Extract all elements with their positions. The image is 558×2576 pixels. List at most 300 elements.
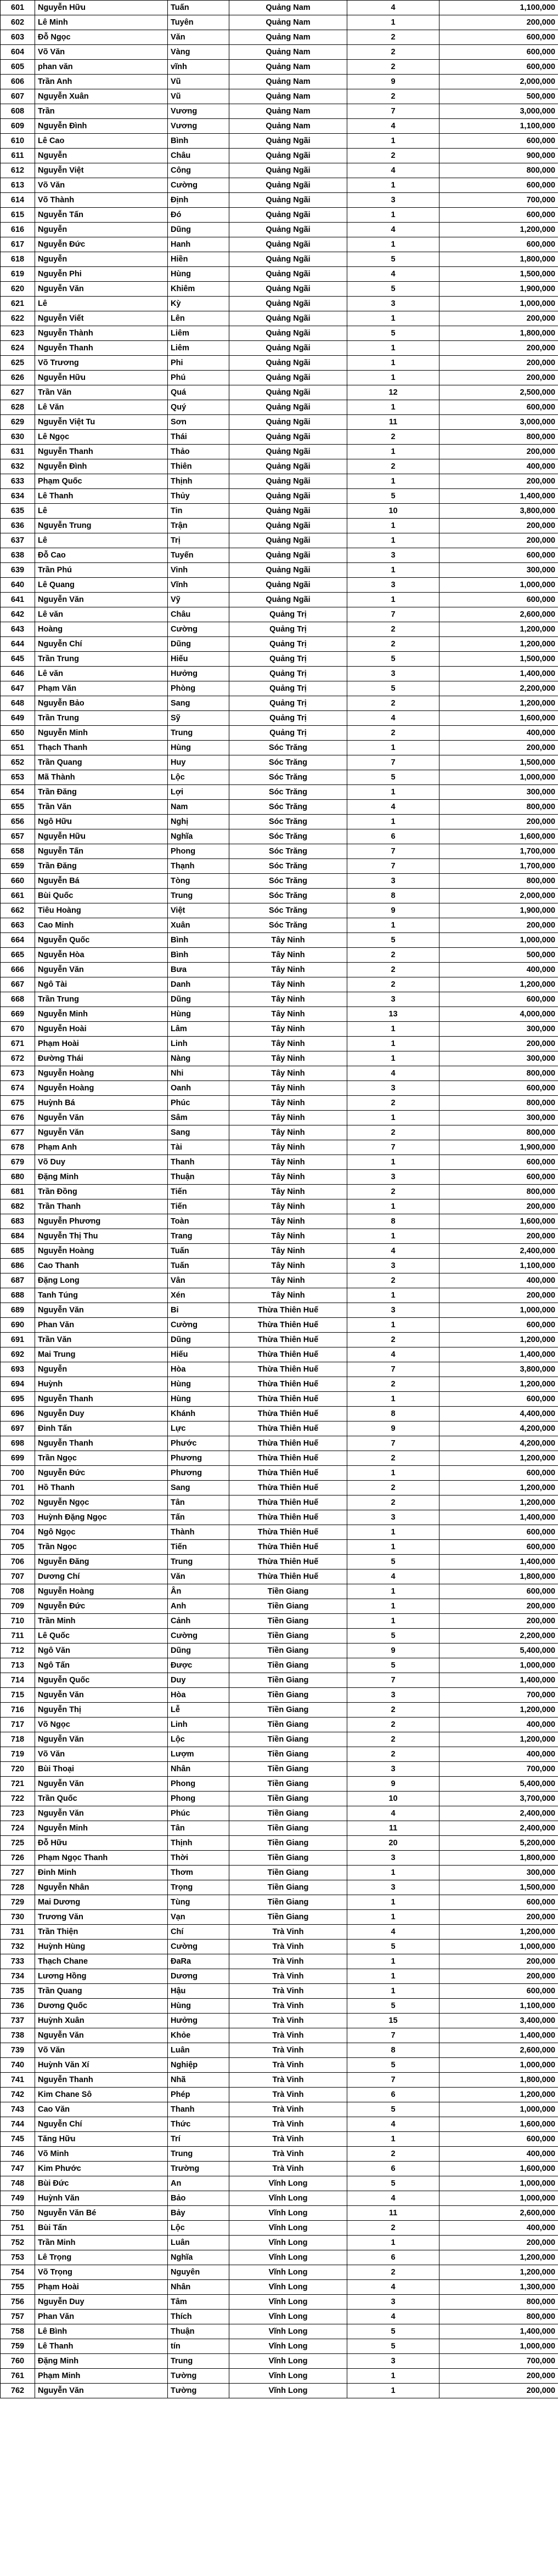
- count-cell[interactable]: 12: [347, 385, 439, 400]
- count-cell[interactable]: 7: [347, 1673, 439, 1688]
- first-name-cell[interactable]: Nguyễn Hoài: [35, 1022, 168, 1037]
- last-name-cell[interactable]: Bảy: [168, 2206, 229, 2221]
- province-cell[interactable]: Thừa Thiên Huế: [229, 1495, 347, 1510]
- count-cell[interactable]: 2: [347, 1718, 439, 1732]
- amount-cell[interactable]: 300,000: [439, 1051, 558, 1066]
- count-cell[interactable]: 1: [347, 237, 439, 252]
- first-name-cell[interactable]: Trần Quốc: [35, 1792, 168, 1806]
- count-cell[interactable]: 5: [347, 1658, 439, 1673]
- first-name-cell[interactable]: Ngô Văn: [35, 1644, 168, 1658]
- first-name-cell[interactable]: Nguyễn Hoàng: [35, 1066, 168, 1081]
- province-cell[interactable]: Thừa Thiên Huế: [229, 1540, 347, 1555]
- amount-cell[interactable]: 800,000: [439, 2295, 558, 2310]
- last-name-cell[interactable]: Hiền: [168, 252, 229, 267]
- last-name-cell[interactable]: Phúc: [168, 1096, 229, 1111]
- row-number-cell[interactable]: 714: [1, 1673, 35, 1688]
- first-name-cell[interactable]: Lê văn: [35, 607, 168, 622]
- count-cell[interactable]: 5: [347, 933, 439, 948]
- amount-cell[interactable]: 200,000: [439, 1037, 558, 1051]
- last-name-cell[interactable]: Nam: [168, 800, 229, 815]
- last-name-cell[interactable]: Bình: [168, 948, 229, 963]
- amount-cell[interactable]: 1,500,000: [439, 1880, 558, 1895]
- province-cell[interactable]: Vĩnh Long: [229, 2354, 347, 2369]
- first-name-cell[interactable]: Võ Văn: [35, 45, 168, 60]
- province-cell[interactable]: Thừa Thiên Huế: [229, 1466, 347, 1481]
- province-cell[interactable]: Trà Vinh: [229, 2014, 347, 2028]
- row-number-cell[interactable]: 680: [1, 1170, 35, 1185]
- amount-cell[interactable]: 600,000: [439, 134, 558, 149]
- first-name-cell[interactable]: Võ Văn: [35, 1747, 168, 1762]
- last-name-cell[interactable]: Thảo: [168, 445, 229, 459]
- amount-cell[interactable]: 2,000,000: [439, 889, 558, 903]
- first-name-cell[interactable]: Nguyễn Bá: [35, 874, 168, 889]
- province-cell[interactable]: Vĩnh Long: [229, 2250, 347, 2265]
- row-number-cell[interactable]: 647: [1, 681, 35, 696]
- province-cell[interactable]: Trà Vinh: [229, 2162, 347, 2176]
- province-cell[interactable]: Trà Vinh: [229, 2117, 347, 2132]
- amount-cell[interactable]: 2,400,000: [439, 1244, 558, 1259]
- amount-cell[interactable]: 1,800,000: [439, 1570, 558, 1584]
- last-name-cell[interactable]: Linh: [168, 1718, 229, 1732]
- last-name-cell[interactable]: Tân: [168, 1821, 229, 1836]
- province-cell[interactable]: Tiền Giang: [229, 1614, 347, 1629]
- first-name-cell[interactable]: Nguyễn Hữu: [35, 829, 168, 844]
- first-name-cell[interactable]: Nguyễn Văn: [35, 1688, 168, 1703]
- count-cell[interactable]: 7: [347, 104, 439, 119]
- province-cell[interactable]: Quảng Ngãi: [229, 267, 347, 282]
- row-number-cell[interactable]: 718: [1, 1732, 35, 1747]
- count-cell[interactable]: 2: [347, 1481, 439, 1495]
- amount-cell[interactable]: 1,400,000: [439, 489, 558, 504]
- province-cell[interactable]: Quảng Ngãi: [229, 548, 347, 563]
- amount-cell[interactable]: 700,000: [439, 1688, 558, 1703]
- amount-cell[interactable]: 200,000: [439, 2384, 558, 2398]
- first-name-cell[interactable]: Đỗ Ngọc: [35, 30, 168, 45]
- province-cell[interactable]: Tây Ninh: [229, 1185, 347, 1199]
- province-cell[interactable]: Quảng Ngãi: [229, 311, 347, 326]
- count-cell[interactable]: 4: [347, 1244, 439, 1259]
- amount-cell[interactable]: 400,000: [439, 1718, 558, 1732]
- first-name-cell[interactable]: phan văn: [35, 60, 168, 75]
- last-name-cell[interactable]: Sang: [168, 696, 229, 711]
- count-cell[interactable]: 9: [347, 1777, 439, 1792]
- last-name-cell[interactable]: Trung: [168, 889, 229, 903]
- amount-cell[interactable]: 2,500,000: [439, 385, 558, 400]
- province-cell[interactable]: Tiền Giang: [229, 1703, 347, 1718]
- province-cell[interactable]: Vĩnh Long: [229, 2310, 347, 2324]
- amount-cell[interactable]: 800,000: [439, 800, 558, 815]
- row-number-cell[interactable]: 716: [1, 1703, 35, 1718]
- count-cell[interactable]: 1: [347, 356, 439, 371]
- last-name-cell[interactable]: Hùng: [168, 741, 229, 755]
- count-cell[interactable]: 4: [347, 119, 439, 134]
- count-cell[interactable]: 1: [347, 1540, 439, 1555]
- row-number-cell[interactable]: 621: [1, 297, 35, 311]
- row-number-cell[interactable]: 698: [1, 1436, 35, 1451]
- row-number-cell[interactable]: 663: [1, 918, 35, 933]
- amount-cell[interactable]: 600,000: [439, 1984, 558, 1999]
- first-name-cell[interactable]: Ngô Ngọc: [35, 1525, 168, 1540]
- province-cell[interactable]: Quảng Ngãi: [229, 459, 347, 474]
- last-name-cell[interactable]: Trung: [168, 2354, 229, 2369]
- last-name-cell[interactable]: Định: [168, 193, 229, 208]
- row-number-cell[interactable]: 675: [1, 1096, 35, 1111]
- row-number-cell[interactable]: 615: [1, 208, 35, 223]
- first-name-cell[interactable]: Huỳnh Đặng Ngọc: [35, 1510, 168, 1525]
- amount-cell[interactable]: 1,000,000: [439, 2058, 558, 2073]
- amount-cell[interactable]: 600,000: [439, 992, 558, 1007]
- last-name-cell[interactable]: Hùng: [168, 1377, 229, 1392]
- amount-cell[interactable]: 1,000,000: [439, 2176, 558, 2191]
- first-name-cell[interactable]: Lê: [35, 533, 168, 548]
- row-number-cell[interactable]: 676: [1, 1111, 35, 1125]
- row-number-cell[interactable]: 683: [1, 1214, 35, 1229]
- amount-cell[interactable]: 1,200,000: [439, 1732, 558, 1747]
- count-cell[interactable]: 1: [347, 1155, 439, 1170]
- province-cell[interactable]: Sóc Trăng: [229, 770, 347, 785]
- province-cell[interactable]: Quảng Ngãi: [229, 533, 347, 548]
- row-number-cell[interactable]: 697: [1, 1421, 35, 1436]
- amount-cell[interactable]: 200,000: [439, 1229, 558, 1244]
- row-number-cell[interactable]: 655: [1, 800, 35, 815]
- row-number-cell[interactable]: 713: [1, 1658, 35, 1673]
- first-name-cell[interactable]: Lê Quốc: [35, 1629, 168, 1644]
- province-cell[interactable]: Thừa Thiên Huế: [229, 1392, 347, 1407]
- amount-cell[interactable]: 200,000: [439, 1954, 558, 1969]
- amount-cell[interactable]: 300,000: [439, 1111, 558, 1125]
- first-name-cell[interactable]: Võ Văn: [35, 2043, 168, 2058]
- first-name-cell[interactable]: Trần Đồng: [35, 1185, 168, 1199]
- last-name-cell[interactable]: Thức: [168, 2117, 229, 2132]
- amount-cell[interactable]: 600,000: [439, 400, 558, 415]
- row-number-cell[interactable]: 669: [1, 1007, 35, 1022]
- first-name-cell[interactable]: Đỗ Hữu: [35, 1836, 168, 1851]
- count-cell[interactable]: 3: [347, 2295, 439, 2310]
- amount-cell[interactable]: 1,800,000: [439, 2073, 558, 2088]
- last-name-cell[interactable]: Thời: [168, 1851, 229, 1866]
- amount-cell[interactable]: 1,000,000: [439, 1303, 558, 1318]
- last-name-cell[interactable]: Thích: [168, 2310, 229, 2324]
- province-cell[interactable]: Quảng Trị: [229, 637, 347, 652]
- count-cell[interactable]: 1: [347, 1969, 439, 1984]
- amount-cell[interactable]: 4,200,000: [439, 1436, 558, 1451]
- count-cell[interactable]: 8: [347, 1407, 439, 1421]
- first-name-cell[interactable]: Nguyễn Quốc: [35, 933, 168, 948]
- amount-cell[interactable]: 1,400,000: [439, 1347, 558, 1362]
- count-cell[interactable]: 5: [347, 1999, 439, 2014]
- last-name-cell[interactable]: Thái: [168, 430, 229, 445]
- province-cell[interactable]: Tây Ninh: [229, 1155, 347, 1170]
- count-cell[interactable]: 2: [347, 1495, 439, 1510]
- amount-cell[interactable]: 200,000: [439, 519, 558, 533]
- row-number-cell[interactable]: 662: [1, 903, 35, 918]
- amount-cell[interactable]: 400,000: [439, 2147, 558, 2162]
- row-number-cell[interactable]: 750: [1, 2206, 35, 2221]
- province-cell[interactable]: Quảng Ngãi: [229, 252, 347, 267]
- last-name-cell[interactable]: Phương: [168, 1451, 229, 1466]
- count-cell[interactable]: 3: [347, 874, 439, 889]
- last-name-cell[interactable]: Linh: [168, 1037, 229, 1051]
- province-cell[interactable]: Tây Ninh: [229, 1199, 347, 1214]
- row-number-cell[interactable]: 624: [1, 341, 35, 356]
- last-name-cell[interactable]: Xén: [168, 1288, 229, 1303]
- first-name-cell[interactable]: Huỳnh Xuân: [35, 2014, 168, 2028]
- province-cell[interactable]: Tiền Giang: [229, 1644, 347, 1658]
- last-name-cell[interactable]: Thủy: [168, 489, 229, 504]
- last-name-cell[interactable]: Cường: [168, 1940, 229, 1954]
- last-name-cell[interactable]: Công: [168, 163, 229, 178]
- row-number-cell[interactable]: 731: [1, 1925, 35, 1940]
- last-name-cell[interactable]: Khánh: [168, 1407, 229, 1421]
- last-name-cell[interactable]: Vũ: [168, 89, 229, 104]
- province-cell[interactable]: Vĩnh Long: [229, 2280, 347, 2295]
- first-name-cell[interactable]: Nguyễn Văn: [35, 593, 168, 607]
- amount-cell[interactable]: 200,000: [439, 15, 558, 30]
- last-name-cell[interactable]: Tài: [168, 1140, 229, 1155]
- last-name-cell[interactable]: Cường: [168, 1318, 229, 1333]
- last-name-cell[interactable]: Phong: [168, 844, 229, 859]
- row-number-cell[interactable]: 743: [1, 2102, 35, 2117]
- row-number-cell[interactable]: 623: [1, 326, 35, 341]
- last-name-cell[interactable]: Hiếu: [168, 1347, 229, 1362]
- province-cell[interactable]: Tây Ninh: [229, 977, 347, 992]
- last-name-cell[interactable]: Tiến: [168, 1199, 229, 1214]
- last-name-cell[interactable]: Hậu: [168, 1984, 229, 1999]
- count-cell[interactable]: 2: [347, 30, 439, 45]
- province-cell[interactable]: Sóc Trăng: [229, 844, 347, 859]
- province-cell[interactable]: Quảng Ngãi: [229, 489, 347, 504]
- province-cell[interactable]: Thừa Thiên Huế: [229, 1333, 347, 1347]
- count-cell[interactable]: 1: [347, 1584, 439, 1599]
- first-name-cell[interactable]: Nguyễn Minh: [35, 1007, 168, 1022]
- amount-cell[interactable]: 1,400,000: [439, 1510, 558, 1525]
- amount-cell[interactable]: 1,400,000: [439, 1555, 558, 1570]
- count-cell[interactable]: 2: [347, 1273, 439, 1288]
- count-cell[interactable]: 5: [347, 1629, 439, 1644]
- row-number-cell[interactable]: 604: [1, 45, 35, 60]
- amount-cell[interactable]: 400,000: [439, 459, 558, 474]
- province-cell[interactable]: Quảng Ngãi: [229, 593, 347, 607]
- count-cell[interactable]: 1: [347, 815, 439, 829]
- amount-cell[interactable]: 1,200,000: [439, 1377, 558, 1392]
- count-cell[interactable]: 1: [347, 1614, 439, 1629]
- amount-cell[interactable]: 600,000: [439, 208, 558, 223]
- row-number-cell[interactable]: 695: [1, 1392, 35, 1407]
- first-name-cell[interactable]: Nguyễn Văn: [35, 282, 168, 297]
- first-name-cell[interactable]: Nguyễn Đức: [35, 1466, 168, 1481]
- first-name-cell[interactable]: Thạch Chane: [35, 1954, 168, 1969]
- province-cell[interactable]: Tây Ninh: [229, 1288, 347, 1303]
- last-name-cell[interactable]: Tuấn: [168, 1259, 229, 1273]
- first-name-cell[interactable]: Đinh Tấn: [35, 1421, 168, 1436]
- row-number-cell[interactable]: 693: [1, 1362, 35, 1377]
- first-name-cell[interactable]: Cao Minh: [35, 918, 168, 933]
- province-cell[interactable]: Quảng Trị: [229, 696, 347, 711]
- row-number-cell[interactable]: 701: [1, 1481, 35, 1495]
- amount-cell[interactable]: 1,100,000: [439, 119, 558, 134]
- last-name-cell[interactable]: Tin: [168, 504, 229, 519]
- province-cell[interactable]: Trà Vinh: [229, 2043, 347, 2058]
- first-name-cell[interactable]: Nguyễn Thanh: [35, 445, 168, 459]
- row-number-cell[interactable]: 652: [1, 755, 35, 770]
- last-name-cell[interactable]: Việt: [168, 903, 229, 918]
- province-cell[interactable]: Tây Ninh: [229, 1140, 347, 1155]
- row-number-cell[interactable]: 711: [1, 1629, 35, 1644]
- amount-cell[interactable]: 200,000: [439, 533, 558, 548]
- last-name-cell[interactable]: Thơm: [168, 1866, 229, 1880]
- province-cell[interactable]: Trà Vinh: [229, 1984, 347, 1999]
- count-cell[interactable]: 2: [347, 726, 439, 741]
- province-cell[interactable]: Tây Ninh: [229, 1081, 347, 1096]
- row-number-cell[interactable]: 614: [1, 193, 35, 208]
- amount-cell[interactable]: 400,000: [439, 726, 558, 741]
- last-name-cell[interactable]: Phương: [168, 1466, 229, 1481]
- amount-cell[interactable]: 1,600,000: [439, 2117, 558, 2132]
- province-cell[interactable]: Thừa Thiên Huế: [229, 1377, 347, 1392]
- province-cell[interactable]: Tây Ninh: [229, 1096, 347, 1111]
- amount-cell[interactable]: 600,000: [439, 1155, 558, 1170]
- province-cell[interactable]: Tiền Giang: [229, 1732, 347, 1747]
- last-name-cell[interactable]: Hùng: [168, 1007, 229, 1022]
- amount-cell[interactable]: 200,000: [439, 356, 558, 371]
- province-cell[interactable]: Quảng Ngãi: [229, 415, 347, 430]
- first-name-cell[interactable]: Nguyễn Văn: [35, 1125, 168, 1140]
- province-cell[interactable]: Tây Ninh: [229, 1170, 347, 1185]
- province-cell[interactable]: Trà Vinh: [229, 1940, 347, 1954]
- amount-cell[interactable]: 200,000: [439, 815, 558, 829]
- amount-cell[interactable]: 800,000: [439, 1125, 558, 1140]
- last-name-cell[interactable]: Khiêm: [168, 282, 229, 297]
- row-number-cell[interactable]: 704: [1, 1525, 35, 1540]
- count-cell[interactable]: 5: [347, 652, 439, 667]
- first-name-cell[interactable]: Nguyễn Thành: [35, 326, 168, 341]
- first-name-cell[interactable]: Nguyễn Đình: [35, 119, 168, 134]
- last-name-cell[interactable]: Bảo: [168, 2191, 229, 2206]
- last-name-cell[interactable]: Trung: [168, 726, 229, 741]
- province-cell[interactable]: Quảng Nam: [229, 1, 347, 15]
- province-cell[interactable]: Tiền Giang: [229, 1762, 347, 1777]
- first-name-cell[interactable]: Trần Trung: [35, 652, 168, 667]
- amount-cell[interactable]: 1,300,000: [439, 2280, 558, 2295]
- first-name-cell[interactable]: Nguyễn: [35, 149, 168, 163]
- amount-cell[interactable]: 800,000: [439, 2310, 558, 2324]
- count-cell[interactable]: 9: [347, 1644, 439, 1658]
- last-name-cell[interactable]: Anh: [168, 1599, 229, 1614]
- count-cell[interactable]: 4: [347, 223, 439, 237]
- amount-cell[interactable]: 1,800,000: [439, 326, 558, 341]
- amount-cell[interactable]: 1,000,000: [439, 1658, 558, 1673]
- province-cell[interactable]: Quảng Nam: [229, 75, 347, 89]
- row-number-cell[interactable]: 601: [1, 1, 35, 15]
- province-cell[interactable]: Sóc Trăng: [229, 815, 347, 829]
- last-name-cell[interactable]: Phong: [168, 1777, 229, 1792]
- row-number-cell[interactable]: 710: [1, 1614, 35, 1629]
- first-name-cell[interactable]: Võ Văn: [35, 178, 168, 193]
- last-name-cell[interactable]: Nhã: [168, 2073, 229, 2088]
- province-cell[interactable]: Thừa Thiên Huế: [229, 1451, 347, 1466]
- row-number-cell[interactable]: 751: [1, 2221, 35, 2236]
- row-number-cell[interactable]: 679: [1, 1155, 35, 1170]
- row-number-cell[interactable]: 657: [1, 829, 35, 844]
- amount-cell[interactable]: 3,700,000: [439, 1792, 558, 1806]
- row-number-cell[interactable]: 747: [1, 2162, 35, 2176]
- first-name-cell[interactable]: Nguyễn Trung: [35, 519, 168, 533]
- last-name-cell[interactable]: Phong: [168, 1792, 229, 1806]
- row-number-cell[interactable]: 761: [1, 2369, 35, 2384]
- province-cell[interactable]: Quảng Ngãi: [229, 400, 347, 415]
- count-cell[interactable]: 5: [347, 326, 439, 341]
- first-name-cell[interactable]: Nguyễn Phi: [35, 267, 168, 282]
- row-number-cell[interactable]: 740: [1, 2058, 35, 2073]
- row-number-cell[interactable]: 635: [1, 504, 35, 519]
- count-cell[interactable]: 11: [347, 2206, 439, 2221]
- amount-cell[interactable]: 3,400,000: [439, 2014, 558, 2028]
- count-cell[interactable]: 3: [347, 1851, 439, 1866]
- first-name-cell[interactable]: Lê Trọng: [35, 2250, 168, 2265]
- last-name-cell[interactable]: Phú: [168, 371, 229, 385]
- amount-cell[interactable]: 600,000: [439, 2132, 558, 2147]
- first-name-cell[interactable]: Trần Quang: [35, 755, 168, 770]
- first-name-cell[interactable]: Trần Đăng: [35, 859, 168, 874]
- row-number-cell[interactable]: 653: [1, 770, 35, 785]
- count-cell[interactable]: 5: [347, 2102, 439, 2117]
- last-name-cell[interactable]: Cảnh: [168, 1614, 229, 1629]
- first-name-cell[interactable]: Nguyễn Đức: [35, 237, 168, 252]
- amount-cell[interactable]: 600,000: [439, 548, 558, 563]
- amount-cell[interactable]: 200,000: [439, 341, 558, 356]
- last-name-cell[interactable]: Nghĩa: [168, 829, 229, 844]
- amount-cell[interactable]: 200,000: [439, 474, 558, 489]
- amount-cell[interactable]: 1,000,000: [439, 2102, 558, 2117]
- count-cell[interactable]: 1: [347, 2132, 439, 2147]
- amount-cell[interactable]: 5,400,000: [439, 1644, 558, 1658]
- first-name-cell[interactable]: Nguyễn Hòa: [35, 948, 168, 963]
- first-name-cell[interactable]: Phạm Quốc: [35, 474, 168, 489]
- row-number-cell[interactable]: 656: [1, 815, 35, 829]
- amount-cell[interactable]: 1,500,000: [439, 755, 558, 770]
- count-cell[interactable]: 5: [347, 489, 439, 504]
- province-cell[interactable]: Sóc Trăng: [229, 785, 347, 800]
- amount-cell[interactable]: 2,200,000: [439, 681, 558, 696]
- province-cell[interactable]: Trà Vinh: [229, 2102, 347, 2117]
- province-cell[interactable]: Quảng Ngãi: [229, 474, 347, 489]
- first-name-cell[interactable]: Lương Hồng: [35, 1969, 168, 1984]
- first-name-cell[interactable]: Nguyễn Chí: [35, 637, 168, 652]
- last-name-cell[interactable]: Liêm: [168, 341, 229, 356]
- count-cell[interactable]: 7: [347, 844, 439, 859]
- count-cell[interactable]: 5: [347, 2339, 439, 2354]
- count-cell[interactable]: 1: [347, 1022, 439, 1037]
- province-cell[interactable]: Tây Ninh: [229, 1066, 347, 1081]
- count-cell[interactable]: 3: [347, 1880, 439, 1895]
- province-cell[interactable]: Quảng Ngãi: [229, 149, 347, 163]
- row-number-cell[interactable]: 719: [1, 1747, 35, 1762]
- amount-cell[interactable]: 200,000: [439, 1599, 558, 1614]
- amount-cell[interactable]: 300,000: [439, 1022, 558, 1037]
- count-cell[interactable]: 8: [347, 1214, 439, 1229]
- province-cell[interactable]: Tây Ninh: [229, 1037, 347, 1051]
- last-name-cell[interactable]: Nhân: [168, 1762, 229, 1777]
- row-number-cell[interactable]: 644: [1, 637, 35, 652]
- amount-cell[interactable]: 200,000: [439, 918, 558, 933]
- province-cell[interactable]: Vĩnh Long: [229, 2206, 347, 2221]
- count-cell[interactable]: 2: [347, 1451, 439, 1466]
- count-cell[interactable]: 2: [347, 977, 439, 992]
- first-name-cell[interactable]: Võ Minh: [35, 2147, 168, 2162]
- row-number-cell[interactable]: 611: [1, 149, 35, 163]
- first-name-cell[interactable]: Nguyễn Ngọc: [35, 1495, 168, 1510]
- count-cell[interactable]: 5: [347, 2058, 439, 2073]
